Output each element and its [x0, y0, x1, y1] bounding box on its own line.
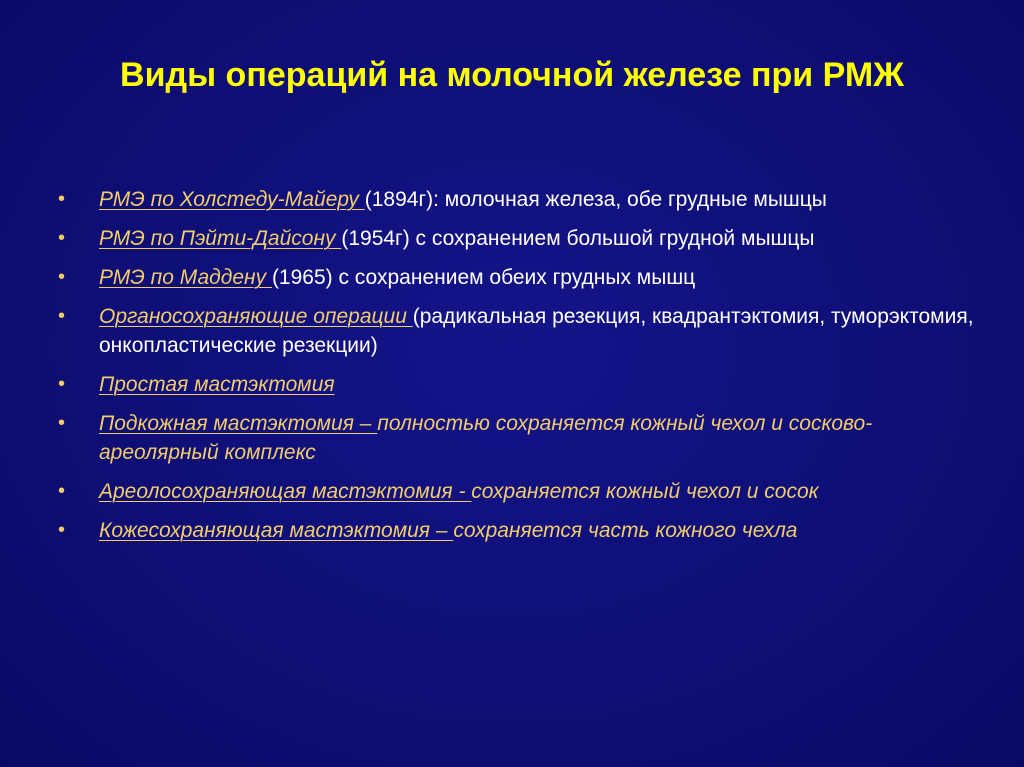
- operation-description: (1965) с сохранением обеих грудных мышц: [271, 266, 696, 289]
- bullet-icon: •: [58, 480, 66, 502]
- operation-name: Подкожная мастэктомия –: [99, 412, 378, 435]
- bullet-item: [58, 224, 978, 253]
- slide-title: Виды операций на молочной железе при РМЖ: [120, 56, 904, 94]
- operation-description: сохраняется часть кожного чехла: [453, 519, 798, 542]
- bullet-item: [58, 302, 978, 360]
- bullet-item: [58, 409, 978, 467]
- bullet-item: [58, 477, 978, 506]
- operation-name: Ареолосохраняющая мастэктомия -: [99, 480, 472, 503]
- bullet-icon: •: [58, 373, 66, 395]
- operation-name: Органосохраняющие операции: [99, 305, 413, 328]
- bullet-icon: •: [58, 519, 66, 541]
- operation-name: Кожесохраняющая мастэктомия –: [99, 519, 454, 542]
- bullet-list: [58, 185, 978, 555]
- operation-description: (1894г): молочная железа, обе грудные мышцы: [364, 188, 827, 211]
- bullet-item: [58, 263, 978, 292]
- operation-description: (1954г) с сохранением большой грудной мышцы: [341, 227, 815, 250]
- bullet-item: [58, 185, 978, 214]
- bullet-icon: •: [58, 227, 66, 249]
- bullet-item: [58, 370, 978, 399]
- operation-name: РМЭ по Холстеду-Майеру: [99, 188, 365, 211]
- operation-name: Простая мастэктомия: [99, 373, 335, 396]
- bullet-icon: •: [58, 412, 66, 434]
- operation-description: (радикальная резекция, квадрантэктомия, туморэктомия, онкопластические резекции): [99, 305, 974, 357]
- bullet-icon: •: [58, 266, 66, 288]
- operation-name: РМЭ по Маддену: [99, 266, 272, 289]
- bullet-icon: •: [58, 305, 66, 327]
- operation-description: сохраняется кожный чехол и сосок: [471, 480, 819, 503]
- bullet-item: [58, 516, 978, 545]
- operation-description: полностью сохраняется кожный чехол и сосково-ареолярный комплекс: [99, 412, 873, 464]
- bullet-icon: •: [58, 188, 66, 210]
- operation-name: РМЭ по Пэйти-Дайсону: [99, 227, 342, 250]
